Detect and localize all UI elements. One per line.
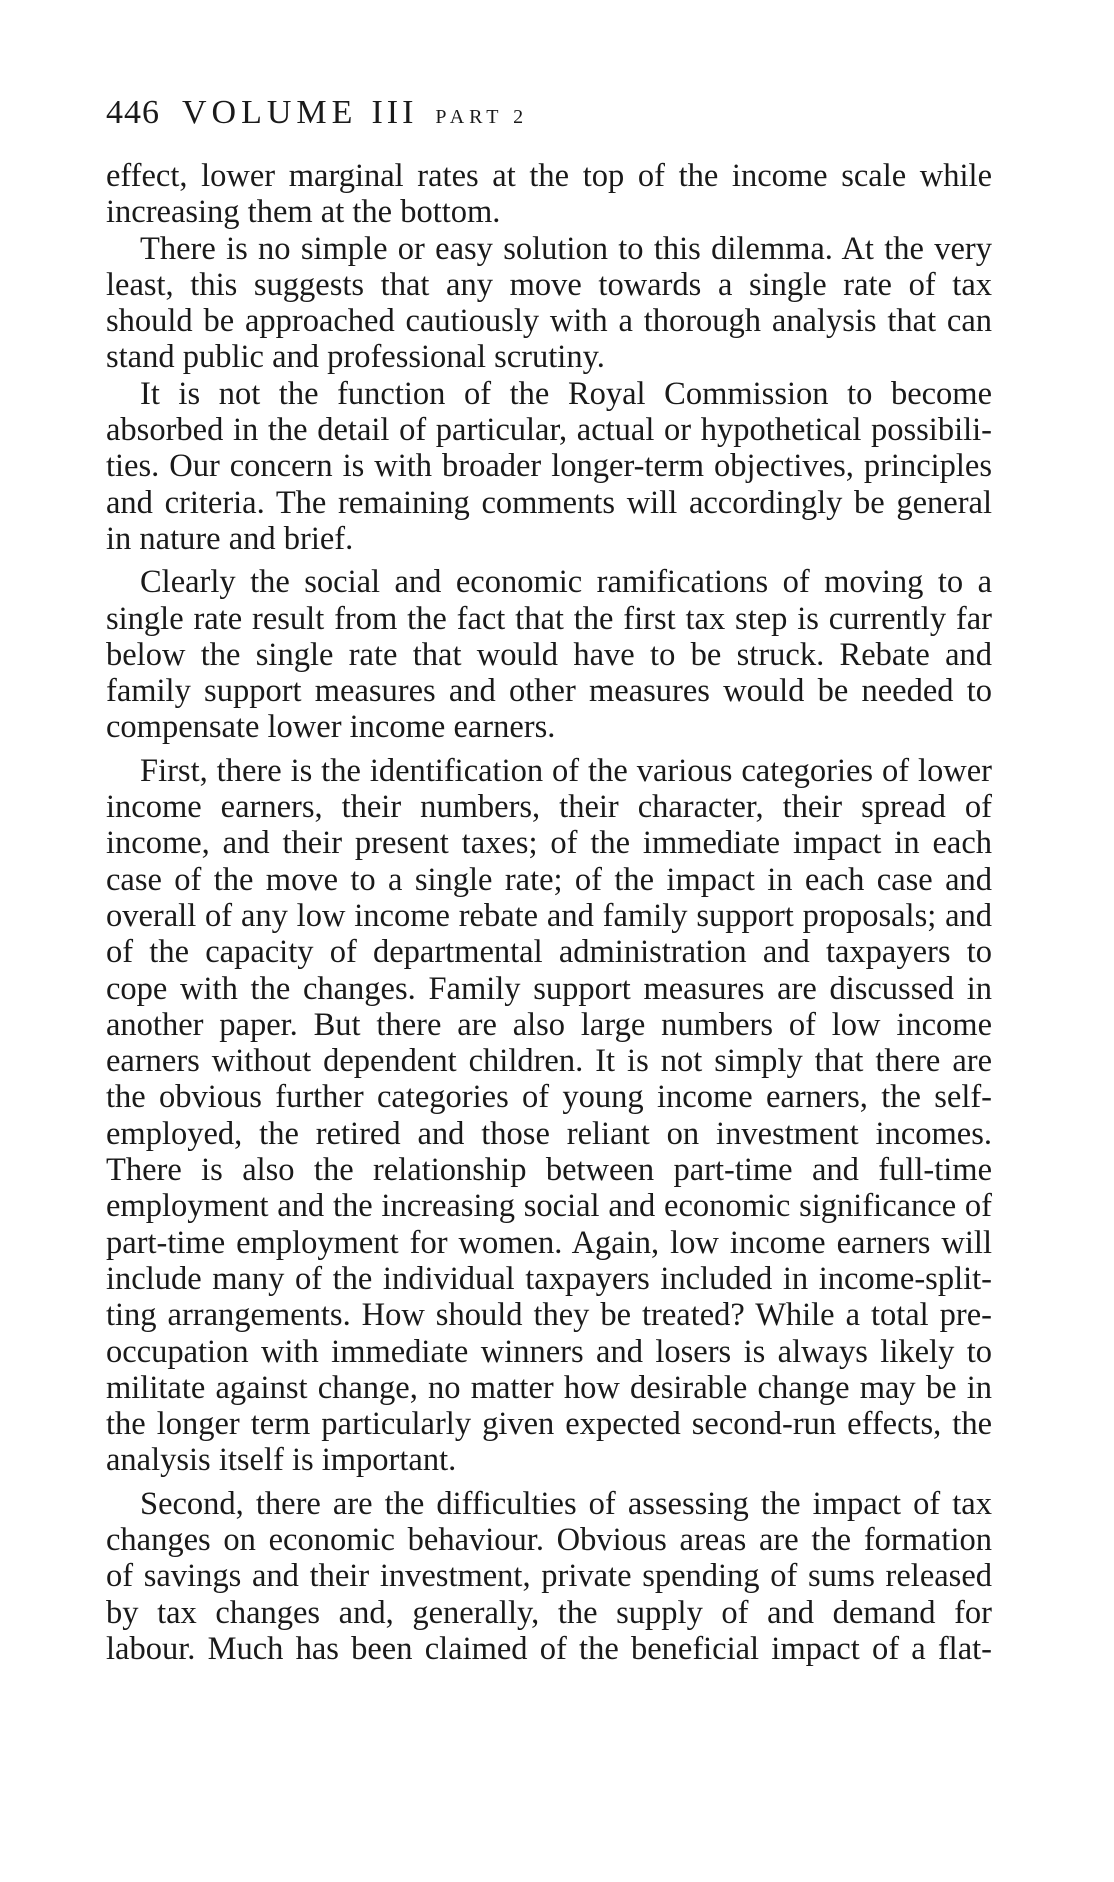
- text-line: part-time employment for women. Again, low income earners will: [106, 1224, 992, 1261]
- page-number: 446: [106, 94, 160, 131]
- body-text: [106, 158, 992, 1667]
- text-line: cope with the changes. Family support measures are discussed in: [106, 970, 992, 1007]
- text-line: by tax changes and, generally, the supply of and demand for: [106, 1594, 992, 1631]
- text-line: income earners, their numbers, their character, their spread of: [106, 789, 992, 826]
- text-line: stand public and professional scrutiny.: [106, 339, 605, 376]
- text-line: There is also the relationship between part-time and full-time: [106, 1152, 992, 1189]
- text-line: of the capacity of departmental administration and taxpayers to: [106, 934, 992, 971]
- text-line: It is not the function of the Royal Commission to become: [140, 375, 992, 412]
- text-line: labour. Much has been claimed of the beneficial impact of a flat-: [106, 1630, 992, 1667]
- text-line: effect, lower marginal rates at the top of the income scale while: [106, 158, 992, 194]
- running-header: [106, 94, 528, 132]
- text-line: employment and the increasing social and economic significance of: [106, 1188, 992, 1225]
- text-line: income, and their present taxes; of the immediate impact in each: [106, 825, 992, 862]
- text-line: occupation with immediate winners and losers is always likely to: [106, 1333, 992, 1370]
- text-line: of savings and their investment, private spending of sums released: [106, 1558, 992, 1595]
- text-line: Clearly the social and economic ramifications of moving to a: [140, 564, 992, 601]
- text-line: least, this suggests that any move towards a single rate of tax: [106, 266, 992, 303]
- text-line: single rate result from the fact that the first tax step is currently far: [106, 600, 992, 637]
- text-line: case of the move to a single rate; of the impact in each case and: [106, 861, 992, 898]
- text-line: earners without dependent children. It is not simply that there are: [106, 1043, 992, 1080]
- text-line: family support measures and other measures would be needed to: [106, 673, 992, 710]
- text-line: and criteria. The remaining comments will accordingly be general: [106, 484, 992, 521]
- text-line: the longer term particularly given expected second-run effects, the: [106, 1406, 992, 1443]
- text-line: overall of any low income rebate and family support proposals; and: [106, 897, 992, 934]
- part-label: PART 2: [435, 106, 529, 128]
- text-line: Second, there are the difficulties of assessing the impact of tax: [140, 1485, 992, 1522]
- text-line: militate against change, no matter how desirable change may be in: [106, 1369, 992, 1406]
- text-line: ties. Our concern is with broader longer-term objectives, principles: [106, 448, 992, 485]
- volume-number: III: [371, 94, 418, 131]
- text-line: employed, the retired and those reliant on investment incomes.: [106, 1115, 992, 1152]
- text-line: below the single rate that would have to be struck. Rebate and: [106, 636, 992, 673]
- text-line: in nature and brief.: [106, 520, 354, 557]
- text-line: another paper. But there are also large numbers of low income: [106, 1006, 992, 1043]
- text-line: changes on economic behaviour. Obvious areas are the formation: [106, 1521, 992, 1558]
- text-line: ting arrangements. How should they be treated? While a total pre-: [106, 1297, 992, 1334]
- text-line: the obvious further categories of young income earners, the self-: [106, 1079, 992, 1116]
- text-line: compensate lower income earners.: [106, 709, 556, 746]
- volume-label: VOLUME: [182, 94, 358, 131]
- text-line: increasing them at the bottom.: [106, 194, 501, 231]
- text-line: There is no simple or easy solution to this dilemma. At the very: [140, 230, 992, 267]
- text-line: First, there is the identification of the various categories of lower: [140, 752, 992, 789]
- text-line: absorbed in the detail of particular, actual or hypothetical possibili-: [106, 412, 992, 449]
- text-line: analysis itself is important.: [106, 1442, 457, 1479]
- text-line: include many of the individual taxpayers included in income-split-: [106, 1260, 992, 1297]
- text-line: should be approached cautiously with a thorough analysis that can: [106, 303, 992, 340]
